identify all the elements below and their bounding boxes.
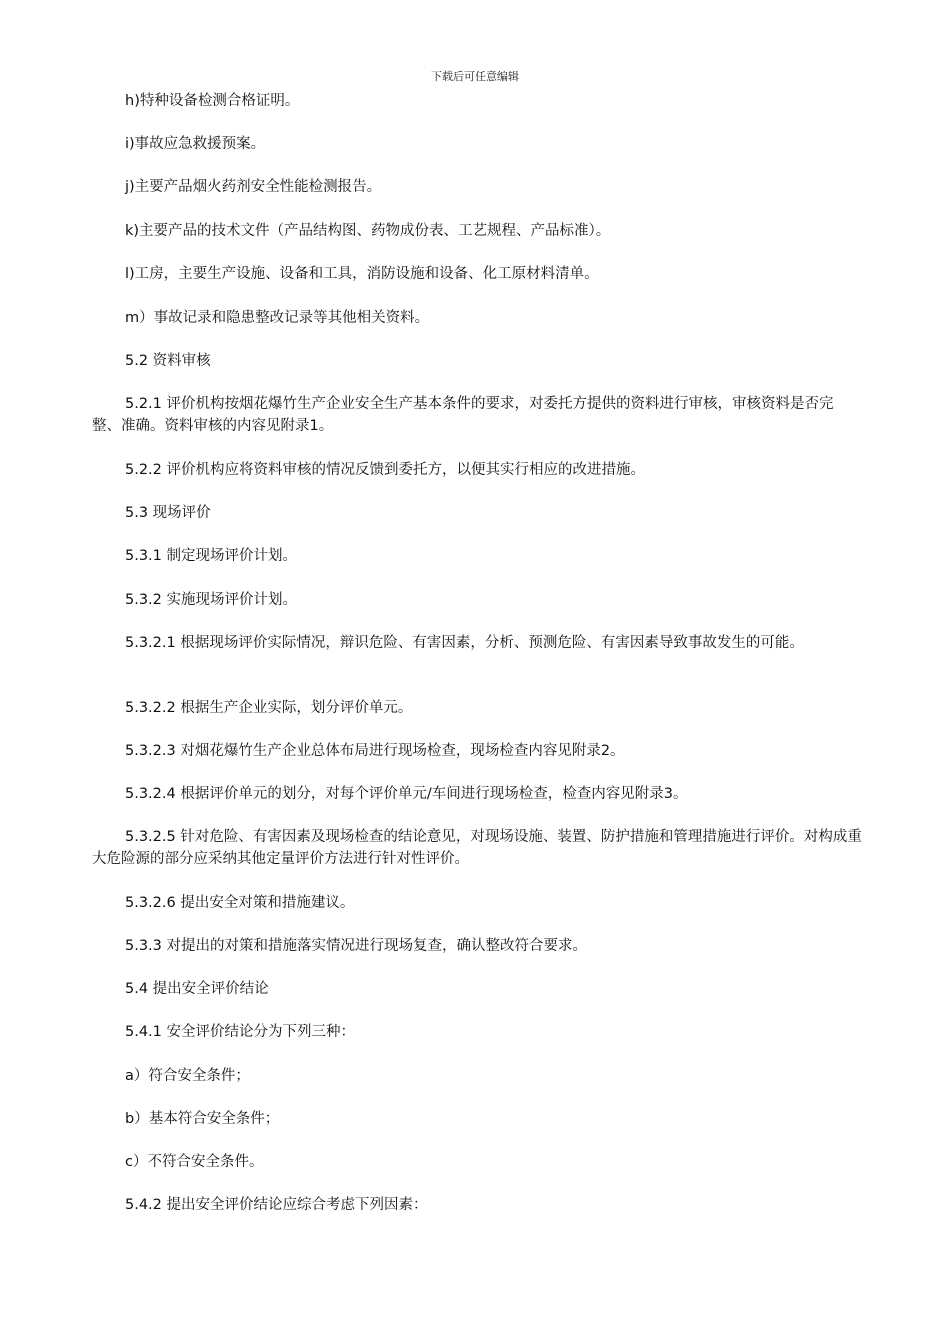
paragraph-5-2-2: 5.2.2 评价机构应将资料审核的情况反馈到委托方，以便其实行相应的改进措施。	[125, 462, 646, 478]
paragraph-5-3-1: 5.3.1 制定现场评价计划。	[125, 548, 298, 564]
section-heading-5-3: 5.3 现场评价	[125, 505, 211, 521]
paragraph-5-4-2: 5.4.2 提出安全评价结论应综合考虑下列因素：	[125, 1197, 428, 1213]
paragraph-j: j)主要产品烟火药剂安全性能检测报告。	[125, 179, 382, 195]
paragraph-5-3-2-1: 5.3.2.1 根据现场评价实际情况，辩识危险、有害因素，分析、预测危险、有害因素导致事故发生的可能。	[125, 635, 804, 651]
list-item-b: b）基本符合安全条件；	[125, 1111, 280, 1127]
paragraph-m: m）事故记录和隐患整改记录等其他相关资料。	[125, 310, 430, 326]
list-item-a: a）符合安全条件；	[125, 1068, 250, 1084]
paragraph-h: h)特种设备检测合格证明。	[125, 93, 300, 109]
section-heading-5-4: 5.4 提出安全评价结论	[125, 981, 269, 997]
page-header-note: 下载后可任意编辑	[431, 70, 519, 83]
paragraph-l: l)工房，主要生产设施、设备和工具，消防设施和设备、化工原材料清单。	[125, 266, 599, 282]
paragraph-5-3-2-2: 5.3.2.2 根据生产企业实际，划分评价单元。	[125, 700, 413, 716]
paragraph-5-3-2: 5.3.2 实施现场评价计划。	[125, 592, 298, 608]
section-heading-5-2: 5.2 资料审核	[125, 353, 211, 369]
paragraph-5-4-1: 5.4.1 安全评价结论分为下列三种：	[125, 1024, 356, 1040]
paragraph-5-3-2-3: 5.3.2.3 对烟花爆竹生产企业总体布局进行现场检查，现场检查内容见附录2。	[125, 743, 625, 759]
paragraph-i: i)事故应急救援预案。	[125, 136, 266, 152]
paragraph-5-2-1: 5.2.1 评价机构按烟花爆竹生产企业安全生产基本条件的要求，对委托方提供的资料进行审核，审核资料是否完整、准确。资料审核的内容见附录1。	[92, 396, 834, 434]
paragraph-5-3-2-4: 5.3.2.4 根据评价单元的划分，对每个评价单元/车间进行现场检查，检查内容见附录3。	[125, 786, 688, 802]
paragraph-5-3-2-5: 5.3.2.5 针对危险、有害因素及现场检查的结论意见，对现场设施、装置、防护措施和管理措施进行评价。对构成重大危险源的部分应采纳其他定量评价方法进行针对性评价。	[92, 829, 862, 867]
paragraph-k: k)主要产品的技术文件（产品结构图、药物成份表、工艺规程、产品标准）。	[125, 223, 611, 239]
paragraph-5-3-2-6: 5.3.2.6 提出安全对策和措施建议。	[125, 895, 355, 911]
paragraph-5-3-3: 5.3.3 对提出的对策和措施落实情况进行现场复查，确认整改符合要求。	[125, 938, 588, 954]
list-item-c: c）不符合安全条件。	[125, 1154, 264, 1170]
